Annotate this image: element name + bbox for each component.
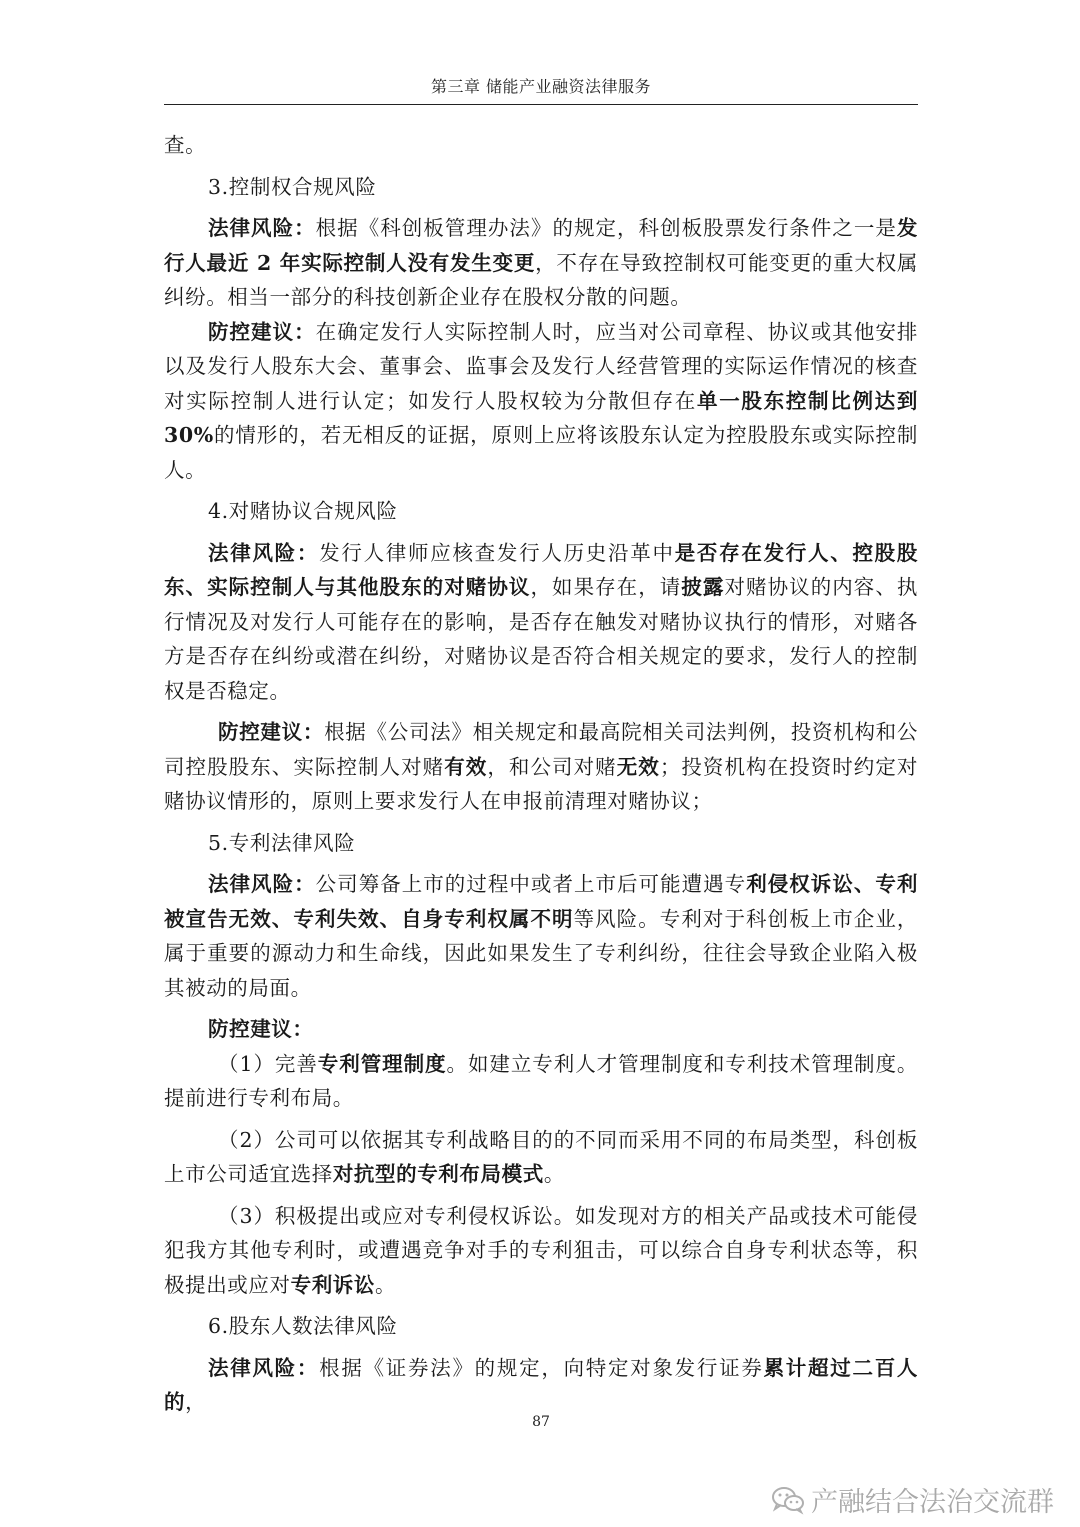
bold-text: 法律风险： [208,872,316,896]
text-run: 。 [375,1272,397,1297]
text-run: 根据《公司法》相关规定和最高院相关司法判例，投资机构和公司控股股东、实际控制人对赌 [164,720,918,779]
bold-text: 法律风险： [208,540,320,565]
text-run: 5.专利法律风险 [208,830,356,855]
paragraph [164,1047,918,1116]
bold-text: 防控建议： [208,1017,314,1041]
text-run: ， [185,1390,207,1414]
text-run: （3）积极提出或应对专利侵权诉讼。如发现对方的相关产品或技术可能侵犯我方其他专利时，或遭遇竞争对手的专利狙击，可以综合自身专利状态等，积极提出或应对 [164,1203,918,1297]
text-run: 对赌协议的内容、执行情况及对发行人可能存在的影响，是否存在触发对赌协议执行的情形，对赌各方是否存在纠纷或潜在纠纷，对赌协议是否符合相关规定的要求，发行人的控制权是否稳定。 [164,575,919,703]
text-run: 的情形的，若无相反的证据，原则上应将该股东认定为控股股东或实际控制人。 [164,423,918,482]
bold-text: 法律风险： [208,216,316,240]
bold-text: 单一股东控制比例达到 30% [164,388,918,447]
paragraph [164,211,918,315]
text-run: 6.股东人数法律风险 [208,1314,398,1338]
text-run: ；投资机构在投资时约定对赌协议情形的，原则上要求发行人在申报前清理对赌协议； [164,754,919,813]
section-heading [164,494,918,529]
paragraph [164,536,918,709]
text-run: 公司筹备上市的过程中或者上市后可能遭遇专 [315,872,747,896]
bold-text: 无效 [616,754,660,779]
watermark [771,1480,1054,1519]
paragraph [164,1351,918,1420]
paragraph [164,128,918,163]
bold-text: 累计超过二百人的 [164,1355,919,1414]
wechat-icon [771,1485,805,1515]
bold-text: 有效 [444,754,488,779]
paragraph [164,715,918,819]
text-run: 4.对赌协议合规风险 [208,499,398,523]
watermark-text: 产融结合法治交流群 [811,1487,1054,1518]
paragraph [164,315,918,488]
bold-text: 对抗型的专利布局模式 [332,1162,544,1186]
bold-text: 防控建议： [208,319,316,344]
text-run: ，不存在导致控制权可能变更的重大权属纠纷。相当一部分的科技创新企业存在股权分散的问题。 [164,250,918,309]
bold-text: 披露 [681,575,725,599]
bold-text: 是否存在发行人、控股股东、实际控制人与其他股东的对赌协议 [164,540,919,599]
text-run: 等风险。专利对于科创板上市企业，属于重要的源动力和生命线，因此如果发生了专利纠纷，往往会导致企业陷入极其被动的局面。 [164,906,918,1000]
text-run: 根据《证券法》的规定，向特定对象发行证券 [319,1355,764,1380]
bold-text: 专利诉讼 [290,1272,376,1297]
bold-text: 利侵权诉讼、专利被宣告无效、专利失效、自身专利权属不明 [164,872,918,931]
text-run: 。如建立专利人才管理制度和专利技术管理制度。提前进行专利布局。 [164,1051,919,1110]
text-run: 。 [543,1162,565,1186]
text-run: 发行人律师应核查发行人历史沿革中 [319,540,675,565]
bold-text: 防控建议： [218,720,325,744]
text-run: 3.控制权合规风险 [208,174,377,199]
section-heading [164,1309,918,1344]
document-body [164,128,918,1420]
bold-text: 发行人最近 2 年实际控制人没有发生变更 [164,216,918,275]
text-run: （1）完善 [218,1051,318,1076]
page-number: 87 [532,1414,550,1430]
paragraph [164,1123,918,1192]
section-heading [164,826,918,861]
bold-text: 法律风险： [208,1355,320,1380]
text-run: ，如果存在，请 [530,575,682,599]
text-run: 在确定发行人实际控制人时，应当对公司章程、协议或其他安排以及发行人股东大会、董事会、监事会及发行人经营管理的实际运作情况的核查对实际控制人进行认定；如发行人股权较为分散但存在 [164,319,918,413]
paragraph [164,867,918,1005]
running-header: 第三章 储能产业融资法律服务 [430,77,652,96]
paragraph [164,1199,918,1303]
header-rule [164,104,918,105]
bold-text: 专利管理制度 [317,1051,447,1076]
section-heading [164,170,918,205]
paragraph [164,1012,918,1047]
text-run: （2）公司可以依据其专利战略目的的不同而采用不同的布局类型，科创板上市公司适宜选择 [164,1127,918,1186]
text-run: 查。 [164,133,207,157]
text-run: ，和公司对赌 [487,754,617,779]
text-run: 根据《科创板管理办法》的规定，科创板股票发行条件之一是 [315,216,897,240]
